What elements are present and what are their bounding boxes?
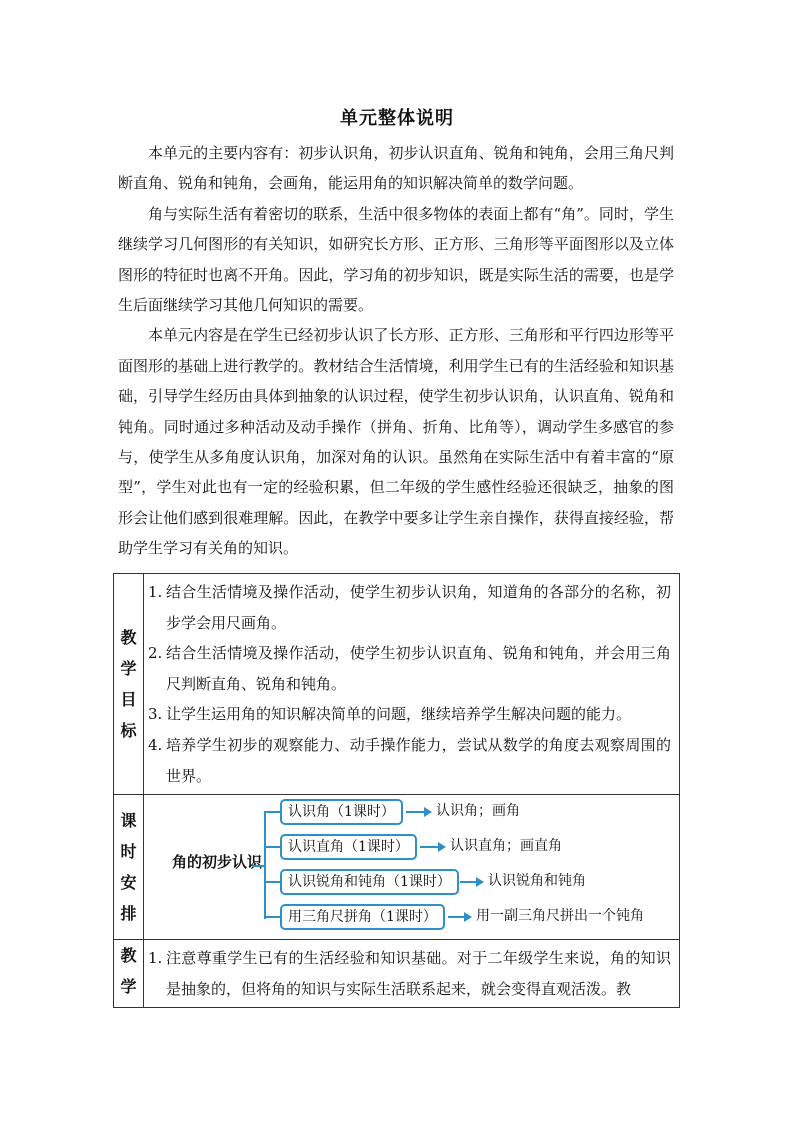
schedule-title: 角的初步认识 xyxy=(172,853,263,872)
paragraph: 角与实际生活有着密切的联系，生活中很多物体的表面上都有“角”。同时，学生继续学习几何图形的有关知识，如研究长方形、正方形、三角形等平面图形以及立体图形的特征时也离不开角。因此，学习角的初步知识，既是实际生活的需要，也是学生后面继续学习其他几何知识的需要。 xyxy=(118,204,674,315)
goal-item xyxy=(148,699,671,730)
schedule-content xyxy=(144,795,680,940)
lesson-box: 认识直角（1课时） xyxy=(280,834,417,860)
lesson-result: 认识角；画角 xyxy=(436,803,520,820)
header-char: 学 xyxy=(120,977,137,997)
header-char: 教 xyxy=(120,946,137,966)
advice-text: 注意尊重学生已有的生活经验和知识基础。对于二年级学生来说，角的知识是抽象的，但将角的知识与实际生活联系起来，就会变得直观活泼。教 xyxy=(166,949,671,998)
header-char: 排 xyxy=(120,904,137,924)
header-char: 课 xyxy=(120,811,137,831)
header-char: 教 xyxy=(120,628,137,648)
page-title: 单元整体说明 xyxy=(340,108,454,129)
advice-row xyxy=(114,940,680,1008)
goals-row xyxy=(114,574,680,795)
lesson-box: 认识锐角和钝角（1课时） xyxy=(280,869,459,895)
intro-text xyxy=(118,138,674,564)
bracket-stem xyxy=(252,865,264,867)
goals-header xyxy=(114,574,144,795)
arrow-icon xyxy=(448,916,470,918)
arrow-icon xyxy=(460,881,482,883)
unit-table xyxy=(113,573,680,1008)
header-char: 学 xyxy=(120,659,137,679)
goal-num: 2. xyxy=(148,644,163,663)
goal-num: 3. xyxy=(148,705,163,724)
goals-content xyxy=(144,574,680,795)
schedule-diagram xyxy=(144,795,679,933)
paragraph: 本单元的主要内容有：初步认识角，初步认识直角、锐角和钝角，会用三角尺判断直角、锐角和钝角，会画角，能运用角的知识解决简单的数学问题。 xyxy=(118,144,674,193)
goal-text: 让学生运用角的知识解决简单的问题，继续培养学生解决问题的能力。 xyxy=(166,705,632,724)
goal-text: 结合生活情境及操作活动，使学生初步认识直角、锐角和钝角，并会用三角尺判断直角、锐角和钝角。 xyxy=(166,644,671,693)
goal-item xyxy=(148,577,671,638)
lesson-result: 认识锐角和钝角 xyxy=(488,873,586,890)
branch-line xyxy=(264,846,280,848)
schedule-row xyxy=(114,795,680,940)
arrow-icon xyxy=(406,811,430,813)
header-char: 目 xyxy=(120,690,137,710)
goal-text: 结合生活情境及操作活动，使学生初步认识角，知道角的各部分的名称，初步学会用尺画角。 xyxy=(166,583,671,632)
goal-num: 1. xyxy=(148,583,163,601)
header-char: 安 xyxy=(120,873,137,893)
branch-line xyxy=(264,811,280,813)
paragraph: 本单元内容是在学生已经初步认识了长方形、正方形、三角形和平行四边形等平面图形的基础上进行教学的。教材结合生活情境，利用学生已有的生活经验和知识基础，引导学生经历由具体到抽象的认识过程，使学生初步认识角，认识直角、锐角和钝角。同时通过多种活动及动手操作（拼角、折角、比角等），调动学生多感官的参与，使学生从多角度认识角，加深对角的认识。虽然角在实际生活中有着丰富的“原型”，学生对此也有一定的经验积累，但二年级的学生感性经验还很缺乏，抽象的图形会让他们感到很难理解。因此，在教学中要多让学生亲自操作，获得直接经验，帮助学生学习有关角的知识。 xyxy=(118,326,674,558)
lesson-box: 用三角尺拼角（1课时） xyxy=(280,904,445,930)
advice-item xyxy=(148,943,671,1004)
branch-line xyxy=(264,916,280,918)
bracket-line xyxy=(264,811,266,919)
header-char: 时 xyxy=(120,842,137,862)
goal-text: 培养学生初步的观察能力、动手操作能力，尝试从数学的角度去观察周围的世界。 xyxy=(166,735,671,785)
arrow-icon xyxy=(420,846,444,848)
goal-item xyxy=(148,638,671,699)
lesson-result: 用一副三角尺拼出一个钝角 xyxy=(476,908,644,925)
lesson-result: 认识直角；画直角 xyxy=(450,838,562,855)
branch-line xyxy=(264,881,280,883)
schedule-header xyxy=(114,795,144,940)
advice-num: 1. xyxy=(148,949,163,968)
goal-num: 4. xyxy=(148,735,163,754)
header-char: 标 xyxy=(120,721,137,741)
advice-header xyxy=(114,940,144,1008)
lesson-box: 认识角（1课时） xyxy=(280,799,403,825)
advice-content xyxy=(144,940,680,1008)
goal-item xyxy=(148,730,671,791)
